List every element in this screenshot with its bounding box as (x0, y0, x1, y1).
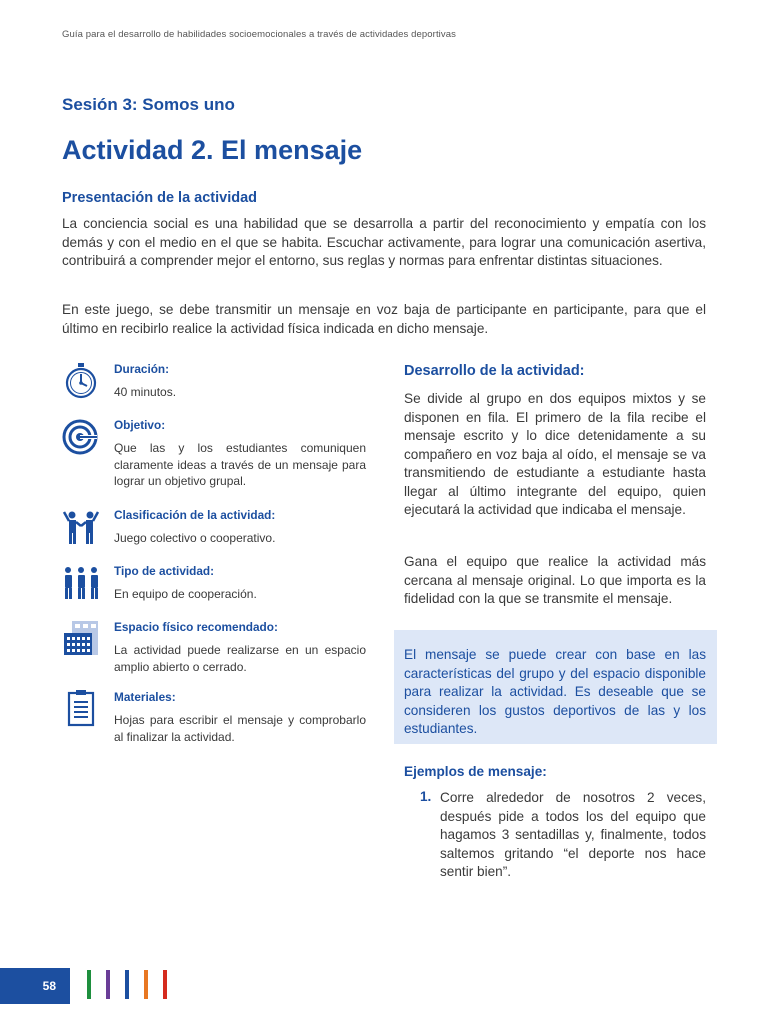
color-stripe (144, 970, 148, 999)
info-text: La actividad puede realizarse en un espacio amplio abierto o cerrado. (114, 643, 366, 674)
session-title: Sesión 3: Somos uno (62, 95, 235, 114)
info-label: Espacio físico recomendado: (114, 620, 278, 634)
examples-heading: Ejemplos de mensaje: (404, 764, 547, 779)
info-label: Duración: (114, 362, 170, 376)
target-icon (62, 418, 100, 456)
two-people-icon (62, 508, 100, 546)
presentation-paragraph: En este juego, se debe transmitir un mensaje en voz baja de participante en participante, para que el último en recibirlo realice la actividad física indicada en dicho mensaje. (62, 302, 706, 336)
running-header: Guía para el desarrollo de habilidades socioemocionales a través de actividades deportivas (62, 29, 456, 40)
info-text: Juego colectivo o cooperativo. (114, 531, 276, 545)
color-stripe (106, 970, 110, 999)
development-paragraph: Gana el equipo que realice la actividad más cercana al mensaje original. Lo que importa es la fidelidad con la que se transmite el mensaje. (404, 554, 706, 606)
example-number: 1. (420, 789, 432, 804)
info-label: Objetivo: (114, 418, 166, 432)
activity-title: Actividad 2. El mensaje (62, 135, 363, 165)
development-heading: Desarrollo de la actividad: (404, 363, 585, 379)
info-label: Clasificación de la actividad: (114, 508, 276, 522)
presentation-paragraph: La conciencia social es una habilidad que se desarrolla a partir del reconocimiento y empatía con los demás y con el medio en el que se habita. Escuchar activamente, para lograr una comunicación asertiva, contribuirá a comprender mejor el entorno, sus reglas y normas para enfrentar distintas situaciones. (62, 216, 706, 268)
development-paragraph: Se divide al grupo en dos equipos mixtos y se disponen en fila. El primero de la fila recibe el mensaje escrito y lo dice detenidamente a su compañero en voz baja al oído, el mensaje se va transmitiendo de estudiante a estudiante hasta llegar al último integrante del equipo, quien ejecutará la actividad que indicaba el mensaje. (404, 391, 706, 517)
page-number (0, 968, 70, 1004)
stopwatch-icon (62, 362, 100, 400)
team-icon (62, 564, 100, 602)
color-stripe (125, 970, 129, 999)
building-icon (62, 620, 100, 658)
info-label: Materiales: (114, 690, 176, 704)
clipboard-icon (62, 690, 100, 728)
color-stripe (163, 970, 167, 999)
info-text: Que las y los estudiantes comuniquen claramente ideas a través de un mensaje para lograr un objetivo grupal. (114, 441, 366, 488)
color-stripe (87, 970, 91, 999)
info-label: Tipo de actividad: (114, 564, 215, 578)
info-text: Hojas para escribir el mensaje y comprobarlo al finalizar la actividad. (114, 713, 366, 744)
note-box (394, 630, 717, 744)
presentation-heading: Presentación de la actividad (62, 190, 258, 206)
info-text: En equipo de cooperación. (114, 587, 257, 601)
note-text: El mensaje se puede crear con base en las características del grupo y del espacio disponible para realizar la actividad. Es deseable que se consideren los gustos deportivos de las y los estudiantes. (404, 647, 706, 736)
example-text: Corre alrededor de nosotros 2 veces, después pide a todos los del equipo que hagamos 3 sentadillas y, finalmente, todos saltemos gritando “el deporte nos hace sentir bien”. (440, 790, 706, 879)
page-number-text: 58 (42, 979, 56, 993)
info-text: 40 minutos. (114, 385, 177, 399)
